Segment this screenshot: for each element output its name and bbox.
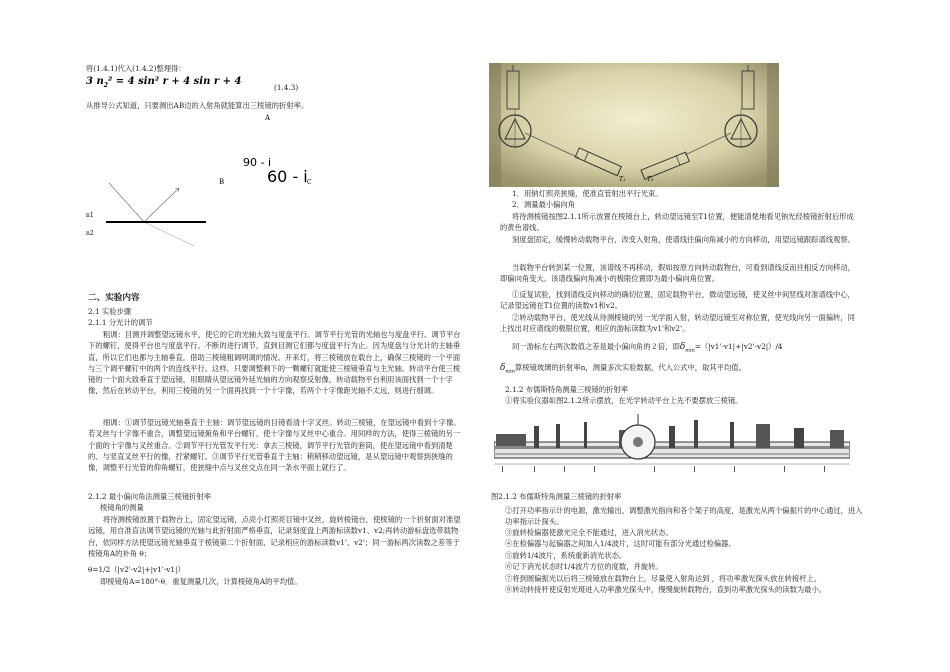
angle-label-90-i: 90 - i (243, 156, 272, 169)
formula-min-deviation: 同一游标左右两次数值之差是最小偏向角的２倍，即$\delta_{min}=(|v1'-v1|+|v2'-v2|)/4$ (512, 342, 783, 354)
equation-intro: 将(1.4.1)代入(1.4.2)整理得： (86, 64, 186, 73)
delta-subscript-min-2: min (505, 368, 515, 375)
subheading-brewster: 2.1.2 布儒斯特角测量三棱镜的折射率 (505, 385, 629, 394)
paragraph-rotate-stage: 刻度盘固定，缓慢转动载物平台，改变入射角，使谱线往偏向角减小的方向移动，用望远镜跟踪谱线观察。 (512, 235, 855, 244)
equation-number: (1.4.3) (274, 83, 299, 92)
photo-label-t2: T₂ (647, 176, 654, 183)
paragraph-prism-angle-end: 即棱镜角A=180°-θ．重复测量几次，计算棱镜角A的平均值。 (100, 577, 302, 586)
subheading-steps: 2.1 实验步骤 (88, 307, 132, 316)
prism-vertex-b: B (219, 178, 225, 186)
figure-2-1-1-photo (489, 63, 779, 187)
refracted-ray (144, 222, 194, 246)
paragraph-fine-adjustment: 细调：①调节望远镜光轴垂直于主轴：调节望远镜的目镜看清十字叉丝。转动三棱镜，在望远镜中看到十字像。若叉丝与十字像不重合，调整望远镜俯角和平台螺钉，使十字像与叉丝中心重合。用同样的方法，使得三棱镜的另一个面的十字像与叉丝重合。②调节平行光管发平行光：拿去三棱镜，调节平行光管的套筒，使在望远镜中看到清楚的、与竖直叉丝平行的像，拧紧螺钉。③调节平行光管垂直于主轴：稍稍移动望远镜，是从望远镜中观察到狭缝的像，调整平行光管的仰角螺钉，使狭缝中点与叉丝交点在同一条水平面上就行了。 (88, 418, 461, 473)
refractive-index-text: 算棱镜玻璃的折射率n，测量多次实验数据，代入公式中，取其平均值。 (514, 363, 746, 372)
prism-vertex-c: C (307, 179, 312, 186)
formula-min-deviation-expression: =（|v1'-v1|+|v2'-v2|）/4 (694, 342, 783, 351)
formula-min-deviation-text: 同一游标左右两次数值之差是最小偏向角的２倍，即 (512, 342, 680, 351)
paragraph-prism-angle: 将待测棱镜放置于载物台上，固定望远镜，点亮小灯照亮目镜中叉丝，旋转棱镜台，使棱镜的一个折射面对准望远镜，用自准直法调节望远镜的光轴与此折射面严格垂直，记录刻度盘上两游标读数v1、v2;再转动游标盘选带载物台，依同样方法使望远镜光轴垂直于棱镜第二个折射面，记录相应的游标读数v1'、v2'；同一游标两次读数之差等于棱镜角A的补角 θ； (88, 515, 461, 558)
incident-ray (109, 183, 144, 222)
figure-2-1-2-caption: 图2.1.2 布儒斯特角测量三棱镜的折射率 (491, 492, 622, 501)
medium-n2-label: n2 (86, 230, 94, 237)
brewster-item-1: ①将实验仪器如图2.1.2所示摆放，在光学转动平台上先不要摆放三棱镜。 (505, 396, 743, 405)
reflection-diagram (84, 178, 214, 248)
photo-label-t1: T₁ (619, 176, 626, 183)
delta-subscript-min: min (685, 347, 695, 354)
medium-n1-label: n1 (86, 212, 94, 219)
equation-1-4-3 (86, 73, 246, 93)
paragraph-rough-adjustment: 粗调：目测并调整望远镜水平，使它的它的光轴大致与度盘平行。调节平行光管的光轴也与度盘平行。调节平台下的螺钉，使得平台也与度盘平行。不断的进行调节，直到目测它们都与度盘平行为止。因为度盘与分光计的主轴垂直，所以它们也都与主轴垂直。借助三棱镜粗调明调的情况。开来灯，将三棱镜放在载台上，确保三棱镜的一个平面与三个调平螺钉中的两个的连线平行。这样，只要调整剩下的一颗螺钉就能使三棱镜垂直与主光轴。转动平台使三棱镜的一个面大致垂直于望远镜，用眼睛从望远镜外延光轴的方向观察反射像，转动载物平台利用该面找到一个十字像，然后在转动平台，利用三棱镜的另一个面再找到一个十字像，若两个十字像距光轴不太远，则进行细调。 (88, 330, 461, 396)
prism-diagram (215, 110, 325, 190)
paragraph-record-t2: ②转动载物平台，使光线从待测棱镜的另一光学面入射，转动望远镜至对称位置，使光线向另一面偏转，同上找出对应谱线的极限位置，相应的游标读数为v1'和v2'。 (500, 313, 855, 334)
section-title: 二、实验内容 (88, 293, 140, 303)
brewster-item-8: ⑧转动转接杆使反射光斑进入功率激光探头中，慢慢旋转载物台，直到功率激光探头的读数为最小。 (505, 585, 827, 594)
prism-vertex-a: A (265, 114, 271, 122)
brewster-item-4: ④在检偏器与起偏器之间加入1/4波片，这时可能有部分光通过检偏器。 (505, 539, 736, 548)
prism-measure-title: 棱镜角的测量 (100, 503, 144, 512)
brewster-item-5: ⑤旋转1/4波片，系统重新消光状态。 (505, 551, 627, 560)
paragraph-limit-position: 当载物平台转到某一位置，该谱线不再移动，假如按原方向转动载物台，可看到谱线反而往相反方向移动，即偏向角变大。该谱线偏向角减小的极限位置即为最小偏向角位置。 (500, 263, 855, 284)
svg-text:3 n2² = 4 sin² r + 4 sin r + 4: 3 $n_2^2 = 4$ sin² r + 4 sin r + 4 (86, 76, 242, 89)
brewster-item-2: ②打开功率指示计的电源，激光输出，调整激光指向和各个架子的高度，是激光从两个偏振片的中心通过，进入功率指示计探头。 (505, 506, 863, 527)
step-1: 1．用钠灯照亮狭缝，使准直管射出平行光束。 (512, 189, 663, 198)
brewster-item-6: ⑥记下消光状态时1/4波片方位的度数，并旋转。 (505, 562, 663, 571)
formula-refractive-index: $\delta_{min}$算棱镜玻璃的折射率n，测量多次实验数据，代入公式中，取其平均值。 (500, 363, 746, 375)
angle-label-60-i: 60 - i (267, 167, 308, 186)
paragraph-placement: 将待测棱镜按图2.1.1所示放置在棱镜台上，转动望远镜至T1位置，便能清楚地看见钠光经棱镜折射后形成的黄色谱线。 (500, 212, 854, 233)
subheading-2-1-2: 2.1.2 最小偏向角法测量三棱镜折射率 (88, 492, 212, 501)
equation-note: 从推导公式知道，只要测出AB边的入射角就能算出三棱镜的折射率。 (86, 101, 309, 110)
formula-theta: θ=1/2（|v2'-v2|+|v1'-v1|） (88, 565, 185, 574)
step-2: 2．测量最小偏向角 (512, 200, 576, 209)
figure-2-1-2-optical-rail (494, 404, 850, 486)
brewster-item-3: ③旋转检偏器使激光完全不能通过，进入消光状态。 (505, 528, 673, 537)
brewster-item-7: ⑦将到圆偏振光以后将三棱镜放在载物台上，尽量使入射角达到 ，将功率激光探头放在转接杆上。 (505, 574, 822, 583)
paragraph-record-t1: ①反复试验，找到谱线反向移动的确切位置，固定载物平台，微动望远镜，使叉丝中间竖线对准谱线中心，记录望远镜在T1位置的读数v1和v2。 (500, 290, 855, 311)
subheading-2-1-1: 2.1.1 分光计的调节 (88, 318, 153, 327)
reflected-ray (144, 188, 179, 222)
